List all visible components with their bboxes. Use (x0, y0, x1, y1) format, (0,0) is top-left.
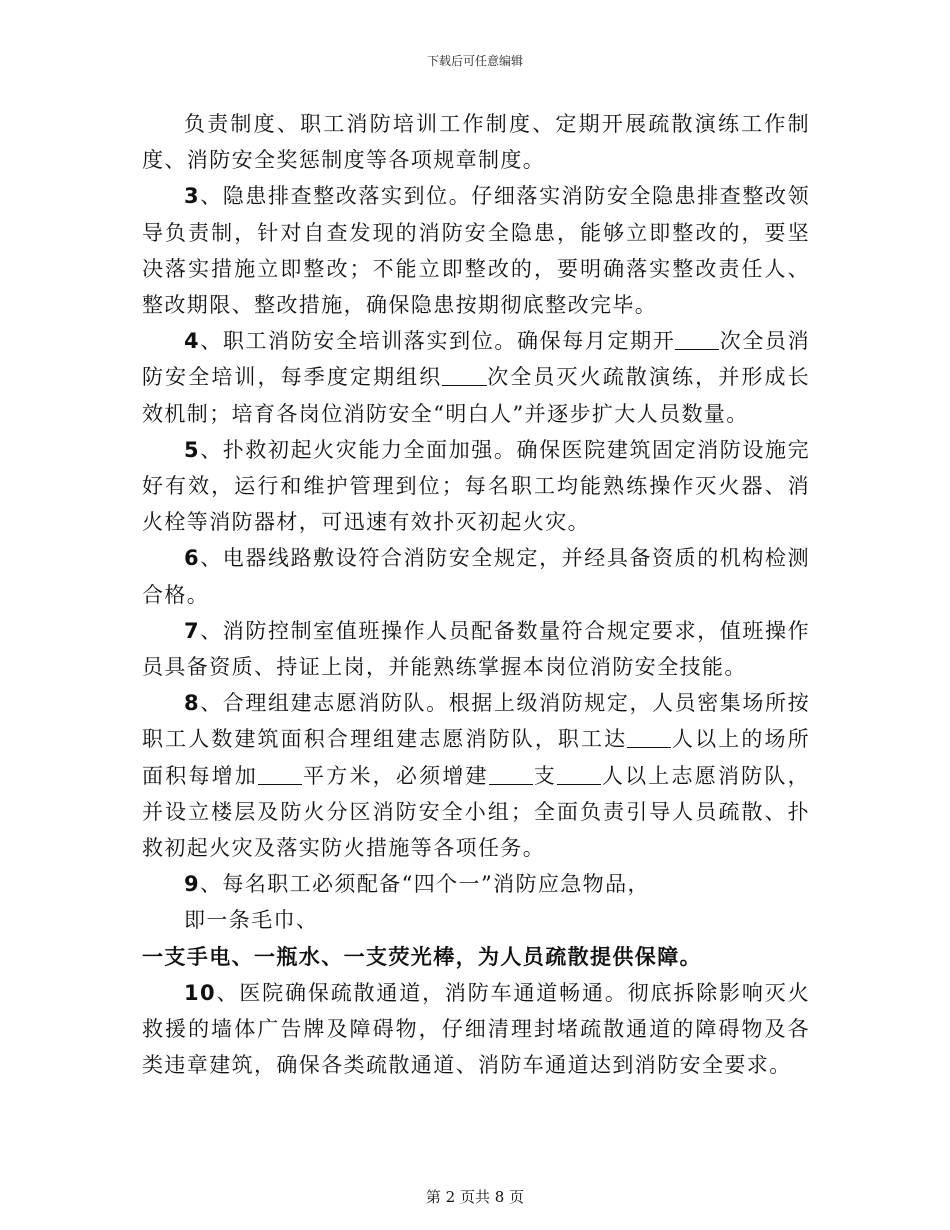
paragraph-text: 人以上的场所面积每增加 (142, 727, 810, 788)
paragraph-item-9-bold: 一支手电、一瓶水、一支荧光棒，为人员疏散提供保障。 (142, 944, 702, 969)
paragraph-text: 、每名职工必须配备“四个一”消防应急物品， (200, 872, 650, 897)
paragraph-continued: 负责制度、职工消防培训工作制度、定期开展疏散演练工作制度、消防安全奖惩制度等各项规章制度。 (142, 112, 810, 173)
paragraph-item-3 (142, 178, 810, 323)
item-number: 9 (184, 872, 201, 897)
item-number: 7 (184, 618, 201, 643)
document-body (142, 106, 810, 1083)
paragraph-text: 、职工消防安全培训落实到位。确保每月定期开 (200, 329, 676, 354)
paragraph-text: 、隐患排查整改落实到位。仔细落实消防安全隐患排查整改领导负责制，针对自查发现的消防安全隐患，能够立即整改的，要坚决落实措施立即整改；不能立即整改的，要明确落实整改责任人、整改期限、整改措施，确保隐患按期彻底整改完毕。 (142, 184, 810, 318)
paragraph-item-7 (142, 613, 810, 685)
paragraph-item-5 (142, 432, 810, 541)
fill-blank (442, 364, 486, 386)
paragraph-text: 人以上志愿消防队，并设立楼层及防火分区消防安全小组；全面负责引导人员疏散、扑救初起火灾及落实防火措施等各项任务。 (142, 763, 811, 861)
fill-blank (489, 763, 533, 785)
paragraph-item-8 (142, 685, 810, 866)
paragraph-text: 支 (532, 763, 557, 788)
item-number: 4 (184, 329, 201, 354)
item-number: 8 (184, 691, 201, 716)
paragraph-text: 、电器线路敷设符合消防安全规定，并经具备资质的机构检测合格。 (142, 546, 810, 607)
page-footer: 第 2 页共 8 页 (425, 1188, 525, 1206)
paragraph-text: 次全员消防安全培训，每季度定期组织 (142, 329, 810, 390)
paragraph-item-9-line2: 即一条毛巾、 (184, 908, 319, 933)
page-header: 下载后可任意编辑 (426, 54, 523, 68)
paragraph-text: 平方米，必须增建 (302, 763, 489, 788)
fill-blank (627, 726, 671, 748)
fill-blank (675, 328, 719, 350)
item-number: 3 (184, 184, 201, 209)
paragraph-item-10 (142, 975, 810, 1084)
paragraph-text: 次全员灭火疏散演练，并形成长效机制；培育各岗位消防安全“明白人”并逐步扩大人员数量。 (142, 365, 810, 426)
item-number: 6 (184, 546, 201, 571)
paragraph-text: 、合理组建志愿消防队。根据上级消防规定，人员密集场所按职工人数建筑面积合理组建志愿消防队，职工达 (142, 691, 810, 752)
item-number: 10 (184, 980, 217, 1005)
paragraph-text: 、扑救初起火灾能力全面加强。确保医院建筑固定消防设施完好有效，运行和维护管理到位；每名职工均能熟练操作灭火器、消火栓等消防器材，可迅速有效扑灭初起火灾。 (142, 437, 810, 535)
fill-blank (557, 763, 601, 785)
paragraph-text: 、医院确保疏散通道，消防车通道畅通。彻底拆除影响灭火救援的墙体广告牌及障碍物，仔细清理封堵疏散通道的障碍物及各类违章建筑，确保各类疏散通道、消防车通道达到消防安全要求。 (142, 980, 810, 1078)
fill-blank (258, 763, 302, 785)
paragraph-text: 、消防控制室值班操作人员配备数量符合规定要求，值班操作员具备资质、持证上岗，并能熟练掌握本岗位消防安全技能。 (142, 618, 810, 680)
paragraph-item-9 (142, 866, 810, 902)
paragraph-item-6 (142, 540, 810, 612)
item-number: 5 (184, 437, 201, 462)
paragraph-item-4 (142, 323, 810, 432)
